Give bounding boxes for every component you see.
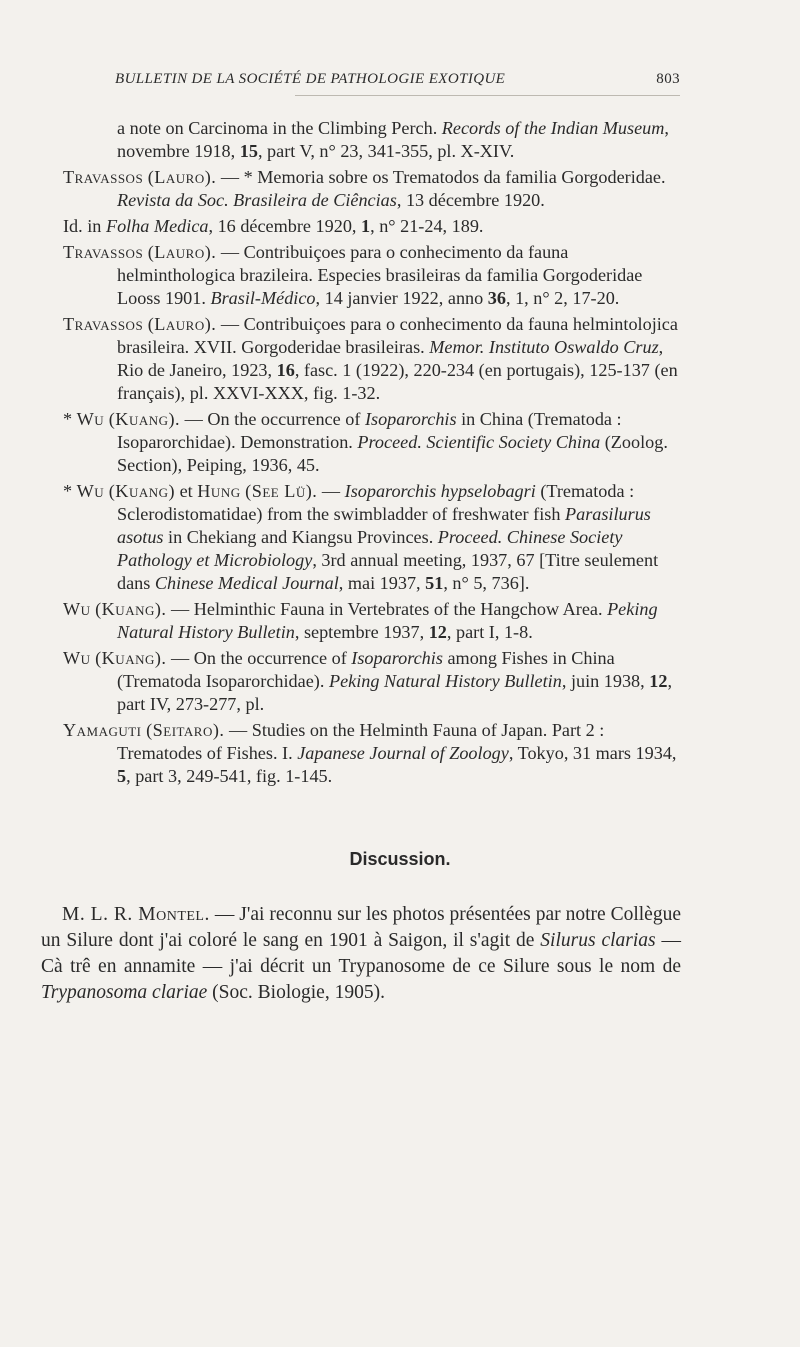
- reference-author: Hung: [197, 481, 241, 501]
- reference-author: Yamaguti: [63, 720, 142, 740]
- reference-volume: 1: [361, 216, 371, 236]
- speaker-name: M. L. R. Montel.: [62, 904, 210, 925]
- reference-entry: Wu (Kuang). — Helminthic Fauna in Vertebrates of the Hangchow Area. Peking Natural History Bulletin, septembre 1937, 12, part I, 1-8.: [63, 599, 658, 642]
- reference-volume: 16: [276, 360, 295, 380]
- reference-volume: 15: [239, 141, 258, 161]
- reference-entry: Travassos (Lauro). — Contribuiçoes para o conhecimento da fauna helminthologica brazileira. Especies brasileiras da familia Gorgoderidae Looss 1901. Brasil-Médico, 14 janvier 1922, anno 36, 1, n° 2, 17-20.: [63, 242, 643, 308]
- reference-journal: Memor. Instituto Oswaldo Cruz: [429, 337, 659, 357]
- reference-journal: Folha Medica: [105, 216, 209, 236]
- reference-entry: Yamaguti (Seitaro). — Studies on the Helminth Fauna of Japan. Part 2 : Trematodes of Fishes. I. Japanese Journal of Zoology, Tokyo, 31 mars 1934, 5, part 3, 249-541, fig. 1-145.: [63, 720, 677, 786]
- reference-journal: Revista da Soc. Brasileira de Ciências: [117, 190, 397, 210]
- reference-volume: 51: [425, 573, 444, 593]
- reference-author: Travassos: [63, 242, 144, 262]
- reference-journal: Records of the Indian Museum: [441, 118, 665, 138]
- reference-entry: * Wu (Kuang) et Hung (See Lü). — Isoparorchis hypselobagri (Trematoda : Sclerodistomatidae) from the swimbladder of freshwater fish Parasilurus asotus in Chekiang and Kiangsu Provinces. Proceed. Chinese Society Pathology et Microbiology, 3rd annual meeting, 1937, 67 [Titre seulement dans Chinese Medical Journal, mai 1937, 51, n° 5, 736].: [63, 481, 659, 593]
- running-header: [115, 71, 680, 88]
- reference-journal: Japanese Journal of Zoology: [297, 743, 509, 763]
- reference-volume: 36: [487, 288, 506, 308]
- reference-author: Wu: [63, 648, 91, 668]
- journal-title: BULLETIN DE LA SOCIÉTÉ DE PATHOLOGIE EXOTIQUE: [115, 71, 506, 87]
- reference-journal: Peking Natural History Bulletin: [117, 599, 658, 642]
- reference-journal: Proceed. Chinese Society Pathology et Microbiology: [117, 527, 623, 570]
- reference-volume: 12: [649, 671, 668, 691]
- reference-entry: Travassos (Lauro). — * Memoria sobre os Trematodos da familia Gorgoderidae. Revista da Soc. Brasileira de Ciências, 13 décembre 1920.: [63, 167, 666, 210]
- reference-journal: Proceed. Scientific Society China: [357, 432, 601, 452]
- section-heading: Discussion.: [349, 849, 451, 869]
- reference-volume: 5: [117, 766, 127, 786]
- bibliography: [63, 117, 681, 788]
- reference-author: Wu: [63, 599, 91, 619]
- reference-entry: * Wu (Kuang). — On the occurrence of Isoparorchis in China (Trematoda : Isoparorchidae). Demonstration. Proceed. Scientific Society China (Zoolog. Section), Peiping, 1936, 45.: [63, 409, 668, 475]
- reference-journal: Brasil-Médico: [210, 288, 316, 308]
- reference-entry: a note on Carcinoma in the Climbing Perch. Records of the Indian Museum, novembre 1918, 15, part V, n° 23, 341-355, pl. X-XIV.: [117, 118, 669, 161]
- reference-author: Travassos: [63, 167, 144, 187]
- reference-volume: 12: [428, 622, 447, 642]
- reference-author: Travassos: [63, 314, 144, 334]
- page-number: 803: [656, 71, 680, 87]
- reference-entry: Travassos (Lauro). — Contribuiçoes para o conhecimento da fauna helmintolojica brasileira. XVII. Gorgoderidae brasileiras. Memor. Instituto Oswaldo Cruz, Rio de Janeiro, 1923, 16, fasc. 1 (1922), 220-234 (en portugais), 125-137 (en français), pl. XXVI-XXX, fig. 1-32.: [63, 314, 678, 403]
- reference-entry: Id. in Folha Medica, 16 décembre 1920, 1, n° 21-24, 189.: [63, 216, 484, 236]
- discussion-paragraph: M. L. R. Montel. — J'ai reconnu sur les photos présentées par notre Collègue un Silure dont j'ai coloré le sang en 1901 à Saigon, il s'agit de Silurus clarias — Cà trê en annamite — j'ai décrit un Trypanosome de ce Silure sous le nom de Trypanosoma clariae (Soc. Biologie, 1905).: [41, 904, 681, 1003]
- reference-author: Wu: [76, 481, 105, 501]
- header-rule: [295, 95, 680, 96]
- reference-author: Wu: [76, 409, 105, 429]
- reference-journal: Chinese Medical Journal: [154, 573, 339, 593]
- reference-entry: Wu (Kuang). — On the occurrence of Isoparorchis among Fishes in China (Trematoda Isoparorchidae). Peking Natural History Bulletin, juin 1938, 12, part IV, 273-277, pl.: [63, 648, 672, 714]
- reference-journal: Peking Natural History Bulletin: [328, 671, 562, 691]
